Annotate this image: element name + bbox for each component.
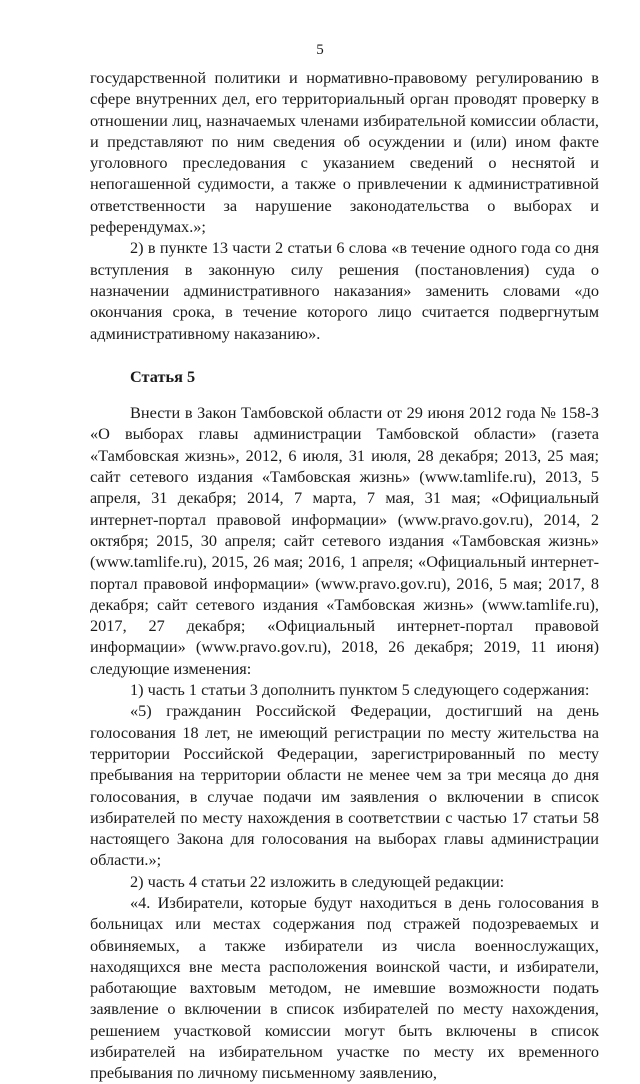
paragraph-item-2b: 2) часть 4 статьи 22 изложить в следующей редакции:: [130, 871, 505, 891]
paragraph-quote-item-5: «5) гражданин Российской Федерации, достигший на день голосования 18 лет, не имеющий регистрации по месту жительства на территории Российской Федерации, зарегистрированный по месту пребывания на территории области не менее чем за три месяца до дня голосования, в случае подачи им заявления о включении в список избирателей по месту нахождения в соответствии с частью 17 статьи 58 настоящего Закона для голосования на выборах главы администрации области.»;: [90, 701, 599, 870]
paragraph-item-1: 1) часть 1 статьи 3 дополнить пунктом 5 следующего содержания:: [130, 680, 590, 700]
paragraph-continuation: государственной политики и нормативно-правовому регулированию в сфере внутренних дел, его территориальный орган проводят проверку в отношении лиц, назначаемых членами избирательной комиссии области, и представляют по ним сведения об осуждении и (или) ином факте уголовного преследования с указанием сведений о неснятой и непогашенной судимости, а также о привлечении к административной ответственности за нарушение законодательства о выборах и референдумах.»;: [90, 68, 599, 237]
paragraph-item-2: 2) в пункте 13 части 2 статьи 6 слова «в течение одного года со дня вступления в законную силу решения (постановления) суда о назначении административного наказания» заменить словами «до окончания срока, в течение которого лицо считается подвергнутым административному наказанию».: [90, 238, 599, 343]
document-body: [90, 67, 599, 1084]
page-number: 5: [316, 42, 324, 58]
paragraph-article-intro: Внести в Закон Тамбовской области от 29 июня 2012 года № 158-З «О выборах главы администрации Тамбовской области» (газета «Тамбовская жизнь», 2012, 6 июля, 31 июля, 28 декабря; 2013, 25 мая; сайт сетевого издания «Тамбовская жизнь» (www.tamlife.ru), 2013, 5 апреля, 31 декабря; 2014, 7 марта, 7 мая, 31 мая; «Официальный интернет-портал правовой информации» (www.pravo.gov.ru), 2014, 2 октября; 2015, 30 апреля; сайт сетевого издания «Тамбовская жизнь» (www.tamlife.ru), 2015, 26 мая; 2016, 1 апреля; «Официальный интернет-портал правовой информации» (www.pravo.gov.ru), 2016, 5 мая; 2017, 8 декабря; сайт сетевого издания «Тамбовская жизнь» (www.tamlife.ru), 2017, 27 декабря; «Официальный интернет-портал правовой информации» (www.pravo.gov.ru), 2018, 26 декабря; 2019, 11 июня) следующие изменения:: [90, 403, 599, 678]
article-heading: Статья 5: [130, 366, 196, 386]
paragraph-quote-item-4: «4. Избиратели, которые будут находиться в день голосования в больницах или местах содержания под стражей подозреваемых и обвиняемых, а также избиратели из числа военнослужащих, находящихся вне места расположения воинской части, и избиратели, работающие вахтовым методом, не имевшие возможности подать заявление о включении в список избирателей по месту нахождения, решением участковой комиссии могут быть включены в список избирателей на избирательном участке по месту их временного пребывания по личному письменному заявлению,: [90, 892, 599, 1083]
